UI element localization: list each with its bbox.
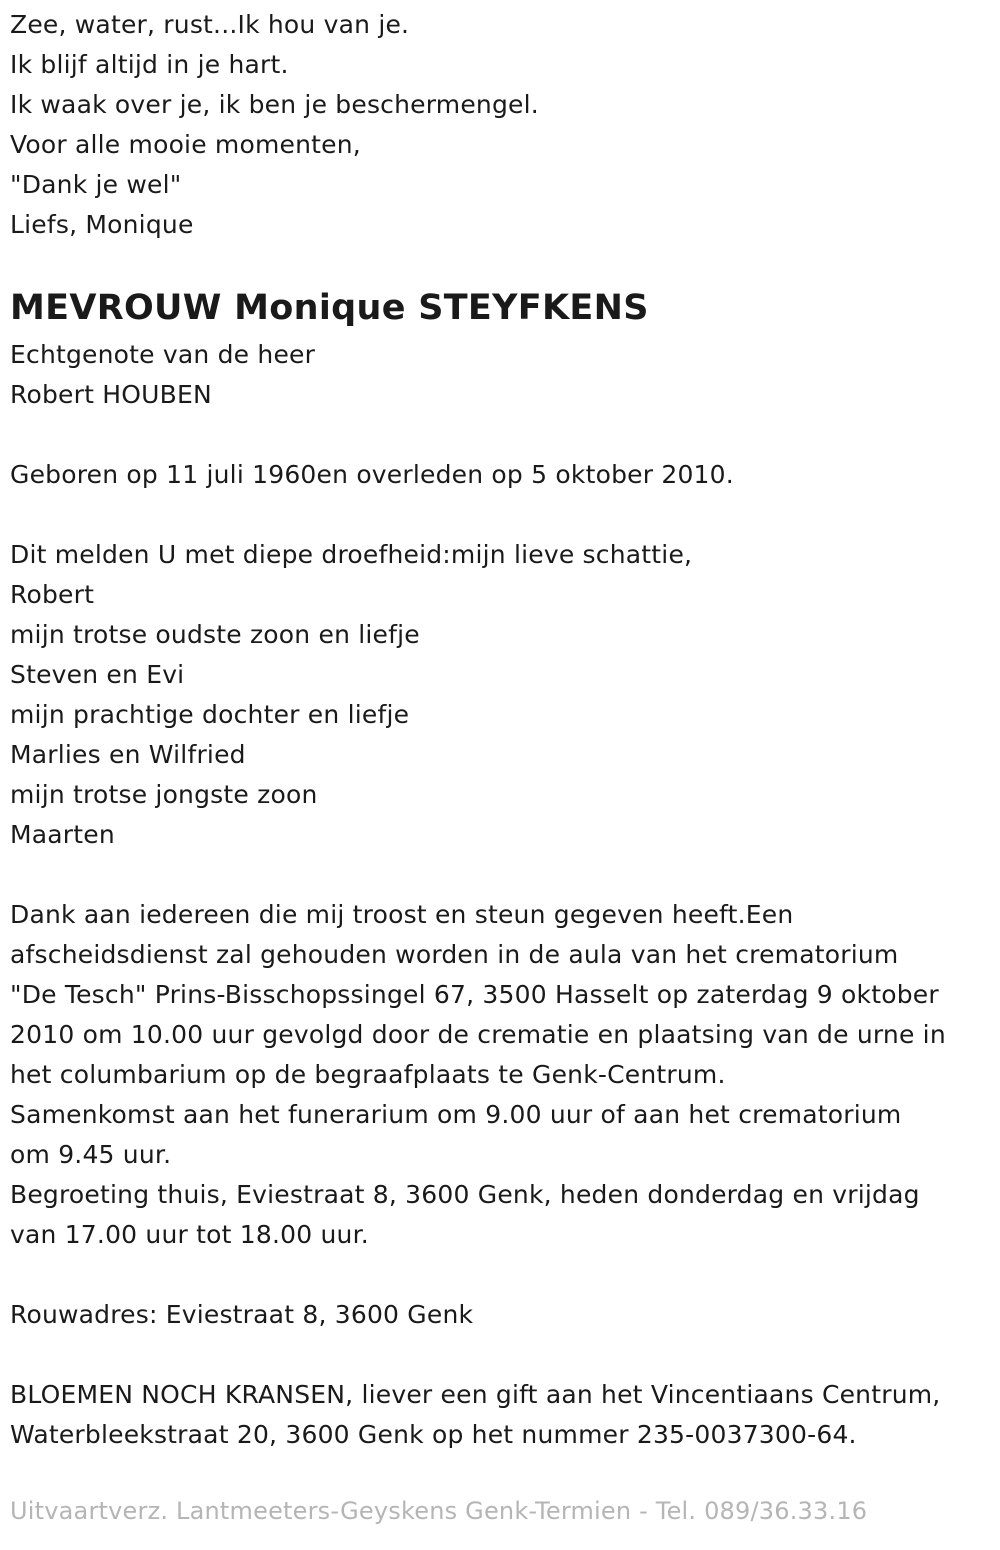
- family-line: mijn trotse oudste zoon en liefje: [10, 620, 420, 649]
- family-line: Robert: [10, 580, 95, 609]
- poem-line: Ik blijf altijd in je hart.: [10, 50, 289, 79]
- family-line: mijn trotse jongste zoon: [10, 780, 318, 809]
- spacer: [10, 1255, 995, 1295]
- spouse-name: Robert HOUBEN: [10, 380, 212, 409]
- spacer: [10, 1335, 995, 1375]
- ceremony-line: Begroeting thuis, Eviestraat 8, 3600 Genk, heden donderdag en vrijdag: [10, 1180, 920, 1209]
- poem-line: "Dank je wel": [10, 170, 182, 199]
- ceremony-line: Samenkomst aan het funerarium om 9.00 uur of aan het crematorium: [10, 1100, 902, 1129]
- flowers-line: Waterbleekstraat 20, 3600 Genk op het nummer 235-0037300-64.: [10, 1420, 857, 1449]
- family-list: [10, 535, 995, 855]
- poem-line: Ik waak over je, ik ben je beschermengel.: [10, 90, 539, 119]
- flowers-line: BLOEMEN NOCH KRANSEN, liever een gift aan het Vincentiaans Centrum,: [10, 1380, 941, 1409]
- spouse-info: [10, 335, 995, 415]
- birth-death-dates: Geboren op 11 juli 1960en overleden op 5 oktober 2010.: [10, 460, 734, 489]
- ceremony-line: "De Tesch" Prins-Bisschopssingel 67, 3500 Hasselt op zaterdag 9 oktober: [10, 980, 939, 1009]
- spacer: [10, 415, 995, 455]
- family-line: Steven en Evi: [10, 660, 185, 689]
- family-intro: Dit melden U met diepe droefheid:mijn lieve schattie,: [10, 540, 693, 569]
- poem-line: Voor alle mooie momenten,: [10, 130, 361, 159]
- ceremony-details: [10, 895, 995, 1255]
- spouse-line: Echtgenote van de heer: [10, 340, 316, 369]
- deceased-name: MEVROUW Monique STEYFKENS: [10, 288, 649, 328]
- family-line: Marlies en Wilfried: [10, 740, 246, 769]
- spacer: [10, 495, 995, 535]
- flowers-notice: [10, 1375, 995, 1455]
- family-line: mijn prachtige dochter en liefje: [10, 700, 410, 729]
- funeral-home-footer: Uitvaartverz. Lantmeeters-Geyskens Genk-Termien - Tel. 089/36.33.16: [10, 1497, 868, 1525]
- spacer: [10, 855, 995, 895]
- ceremony-line: om 9.45 uur.: [10, 1140, 172, 1169]
- ceremony-line: afscheidsdienst zal gehouden worden in de aula van het crematorium: [10, 940, 899, 969]
- ceremony-line: het columbarium op de begraafplaats te Genk-Centrum.: [10, 1060, 726, 1089]
- family-line: Maarten: [10, 820, 115, 849]
- poem-line: Zee, water, rust...Ik hou van je.: [10, 10, 410, 39]
- ceremony-line: van 17.00 uur tot 18.00 uur.: [10, 1220, 369, 1249]
- mourning-address: Rouwadres: Eviestraat 8, 3600 Genk: [10, 1300, 474, 1329]
- poem: [10, 5, 995, 245]
- ceremony-line: Dank aan iedereen die mij troost en steun gegeven heeft.Een: [10, 900, 794, 929]
- ceremony-line: 2010 om 10.00 uur gevolgd door de crematie en plaatsing van de urne in: [10, 1020, 946, 1049]
- poem-line: Liefs, Monique: [10, 210, 194, 239]
- obituary-notice: [10, 5, 995, 1455]
